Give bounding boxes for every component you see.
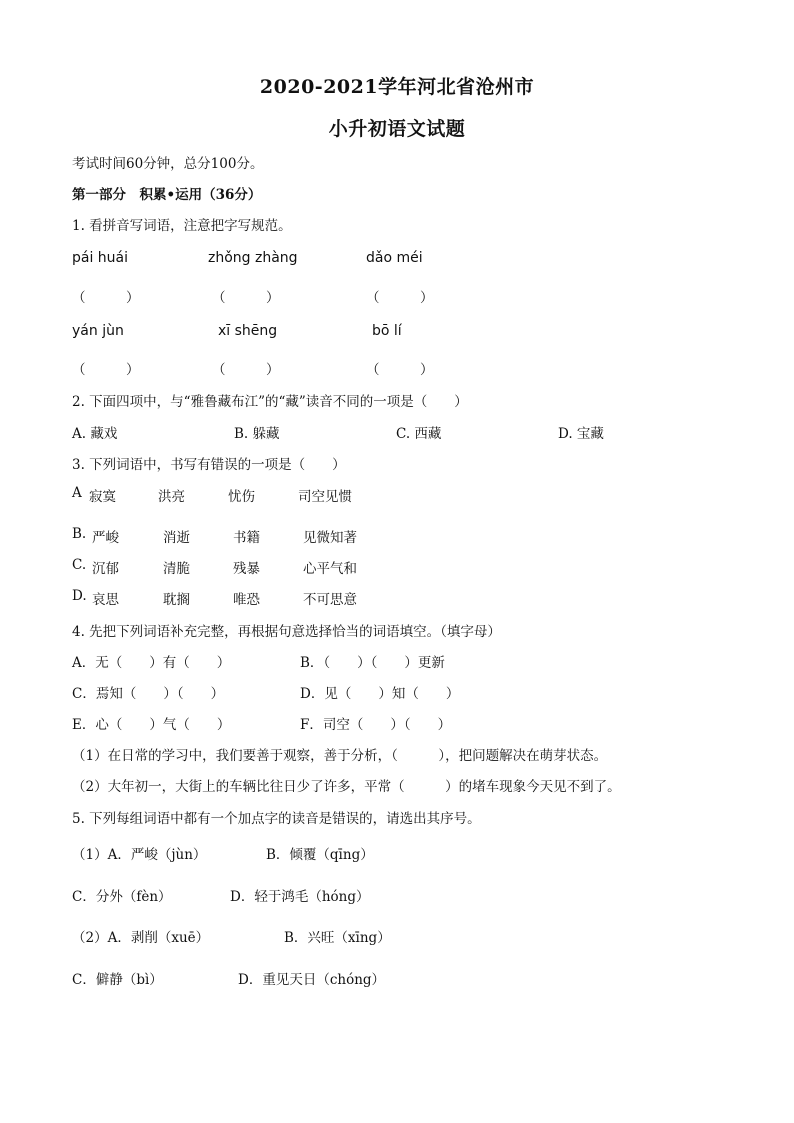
pinyin-4: yán jùn xyxy=(72,323,124,339)
q5-group1-option-a: （1）A．严峻（jùn） xyxy=(72,847,207,863)
option-label: A xyxy=(72,485,82,501)
q5-group2-option-c: C．僻静（bì） xyxy=(72,972,163,988)
option-label: D. xyxy=(72,588,87,604)
pinyin-3: dǎo méi xyxy=(366,250,423,266)
pinyin-2: zhǒng zhàng xyxy=(208,250,298,266)
q5-group2-option-d: D．重见天日（chóng） xyxy=(238,972,386,988)
word: 不可思意 xyxy=(303,592,357,608)
word: 唯恐 xyxy=(233,592,260,608)
question-1-prompt: 1. 看拼音写词语，注意把字写规范。 xyxy=(72,218,292,234)
answer-blank: （ ） xyxy=(212,290,280,306)
exam-instructions: 考试时间60分钟，总分100分。 xyxy=(72,156,264,172)
word: 寂寞 xyxy=(89,489,116,505)
q4-sentence-1: （1）在日常的学习中，我们要善于观察，善于分析，（ ），把问题解决在萌芽状态。 xyxy=(72,748,608,764)
pinyin-6: bō lí xyxy=(372,323,402,339)
answer-blank: （ ） xyxy=(72,290,140,306)
word: 严峻 xyxy=(92,530,119,546)
word: 耽搁 xyxy=(163,592,190,608)
q5-group1-option-c: C．分外（fèn） xyxy=(72,889,172,905)
word: 忧伤 xyxy=(228,489,255,505)
option-label: B. xyxy=(72,526,87,542)
q5-group2-option-a: （2）A．剥削（xuē） xyxy=(72,930,210,946)
word: 清脆 xyxy=(163,561,190,577)
q5-group1-option-d: D．轻于鸿毛（hóng） xyxy=(230,889,370,905)
q4-item-c: C．焉知（ ）（ ） xyxy=(72,686,225,702)
question-2-prompt: 2. 下面四项中，与“雅鲁藏布江”的“藏”读音不同的一项是（ ） xyxy=(72,394,468,410)
answer-blank: （ ） xyxy=(72,362,140,378)
title-line-1: 2020-2021学年河北省沧州市 xyxy=(259,76,535,98)
q4-item-d: D．见（ ）知（ ） xyxy=(300,686,460,702)
q5-group1-option-b: B．倾覆（qīng） xyxy=(266,847,374,863)
pinyin-1: pái huái xyxy=(72,250,129,266)
question-3-prompt: 3. 下列词语中，书写有错误的一项是（ ） xyxy=(72,457,346,473)
word: 司空见惯 xyxy=(298,489,352,505)
q4-item-a: A．无（ ）有（ ） xyxy=(72,655,231,671)
q2-option-d: D. 宝藏 xyxy=(558,426,604,442)
q2-option-b: B. 躲藏 xyxy=(234,426,280,442)
answer-blank: （ ） xyxy=(366,290,434,306)
word: 消逝 xyxy=(163,530,190,546)
word: 心平气和 xyxy=(303,561,357,577)
pinyin-5: xī shēng xyxy=(218,323,278,339)
question-4-prompt: 4. 先把下列词语补充完整，再根据句意选择恰当的词语填空。（填字母） xyxy=(72,624,501,640)
part-heading: 第一部分 积累•运用（36分） xyxy=(72,187,262,203)
word: 残暴 xyxy=(233,561,260,577)
word: 书籍 xyxy=(233,530,260,546)
answer-blank: （ ） xyxy=(212,362,280,378)
word: 哀思 xyxy=(92,592,119,608)
word: 沉郁 xyxy=(92,561,119,577)
q2-option-a: A. 藏戏 xyxy=(72,426,118,442)
q4-sentence-2: （2）大年初一，大街上的车辆比往日少了许多，平常（ ）的堵车现象今天见不到了。 xyxy=(72,779,621,795)
q4-item-e: E．心（ ）气（ ） xyxy=(72,717,231,733)
word: 见微知著 xyxy=(303,530,357,546)
question-5-prompt: 5. 下列每组词语中都有一个加点字的读音是错误的，请选出其序号。 xyxy=(72,811,481,827)
answer-blank: （ ） xyxy=(366,362,434,378)
option-label: C. xyxy=(72,557,87,573)
q5-group2-option-b: B．兴旺（xīng） xyxy=(284,930,391,946)
q2-option-c: C. 西藏 xyxy=(396,426,442,442)
word: 洪亮 xyxy=(158,489,185,505)
q4-item-b: B．（ ）（ ）更新 xyxy=(300,655,445,671)
title-line-2: 小升初语文试题 xyxy=(328,118,466,140)
q4-item-f: F．司空（ ）（ ） xyxy=(300,717,452,733)
